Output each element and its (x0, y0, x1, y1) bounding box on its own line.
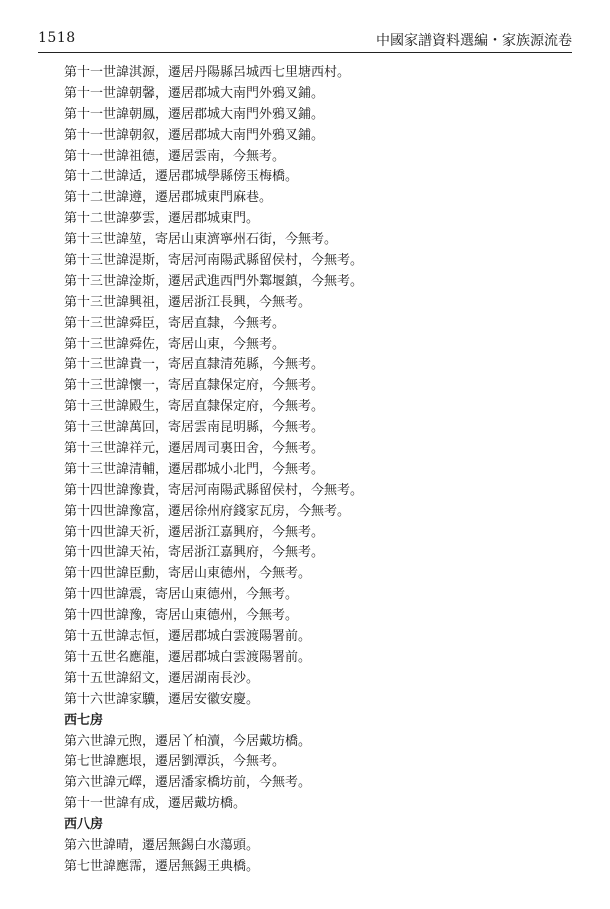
text-line: 第十二世諱适，遷居郡城學縣傍玉梅橋。 (64, 169, 299, 185)
text-line: 第十四世諱豫富，遷居徐州府錢家瓦房，今無考。 (64, 503, 351, 519)
text-line: 第十三世諱興祖，遷居浙江長興，今無考。 (64, 294, 312, 310)
text-line: 第十一世諱朝鳳，遷居郡城大南門外鴉叉鋪。 (64, 106, 325, 122)
text-line: 第十三世諱貴一，寄居直隸清苑縣，今無考。 (64, 357, 325, 373)
text-line: 第十一世諱淇源，遷居丹陽縣呂城西七里塘西村。 (64, 65, 351, 80)
section-heading: 西七房 (64, 712, 104, 728)
text-line: 第十三世諱湜斯，寄居河南陽武縣留侯村，今無考。 (64, 253, 364, 269)
text-line: 第十四世諱天祈，遷居浙江嘉興府，今無考。 (64, 524, 325, 540)
text-line: 第七世諱應霈，遷居無錫王典橋。 (64, 858, 260, 874)
text-line: 第十六世諱家驥，遷居安徽安慶。 (64, 691, 260, 707)
text-line: 第十三世諱淦斯，遷居武進西門外鄴堰鎮，今無考。 (64, 273, 364, 289)
text-line: 第十四世諱豫，寄居山東德州，今無考。 (64, 608, 299, 624)
section-heading: 西八房 (64, 817, 104, 833)
text-line: 第十三世諱舜佐，寄居山東，今無考。 (64, 336, 286, 352)
text-line: 第十四世諱豫貴，寄居河南陽武縣留侯村，今無考。 (64, 482, 364, 498)
text-line: 第十二世諱夢雲，遷居郡城東門。 (64, 211, 260, 227)
text-line: 第六世諱晴，遷居無錫白水蕩頭。 (64, 837, 260, 853)
text-line: 第十一世諱朝馨，遷居郡城大南門外鴉叉鋪。 (64, 85, 325, 101)
text-line: 第十五世名應龍，遷居郡城白雲渡陽署前。 (64, 649, 312, 665)
text-line: 第十五世諱紹文，遷居湖南長沙。 (64, 670, 260, 686)
text-line: 第十三世諱堃，寄居山東濟寧州石街，今無考。 (64, 232, 338, 248)
page-number: 1518 (38, 30, 76, 46)
text-line: 第七世諱應垠，遷居劉潭浜，今無考。 (64, 754, 286, 770)
text-line: 第十三世諱清輔，遷居郡城小北門，今無考。 (64, 461, 325, 477)
text-line: 第十五世諱志恒，遷居郡城白雲渡陽署前。 (64, 629, 312, 645)
text-line: 第十一世諱祖德，遷居雲南，今無考。 (64, 148, 286, 164)
text-line: 第十三世諱舜臣，寄居直隸，今無考。 (64, 315, 286, 331)
page-header (38, 28, 572, 53)
text-line: 第十三世諱萬回，寄居雲南昆明縣，今無考。 (64, 420, 325, 436)
text-line: 第十四世諱臣勳，寄居山東德州，今無考。 (64, 566, 312, 582)
text-line: 第十四世諱天祐，寄居浙江嘉興府，今無考。 (64, 545, 325, 561)
genealogy-text (64, 63, 574, 878)
text-line: 第十一世諱有成，遷居戴坊橋。 (64, 796, 247, 812)
text-line: 第十四世諱震，寄居山東德州，今無考。 (64, 587, 299, 603)
text-line: 第十三世諱殿生，寄居直隸保定府，今無考。 (64, 399, 325, 415)
text-line: 第十三世諱祥元，遷居周司裏田舍，今無考。 (64, 441, 325, 457)
text-line: 第六世諱元嶧，遷居潘家橋坊前，今無考。 (64, 775, 312, 791)
running-title: 中國家譜資料選編・家族源流卷 (376, 33, 572, 49)
text-line: 第十一世諱朝叙，遷居郡城大南門外鴉叉鋪。 (64, 127, 325, 143)
text-line: 第十三世諱懷一，寄居直隸保定府，今無考。 (64, 378, 325, 394)
text-line: 第十二世諱遵，遷居郡城東門麻巷。 (64, 190, 273, 206)
text-line: 第六世諱元煦，遷居丫柏瀆，今居戴坊橋。 (64, 733, 312, 749)
